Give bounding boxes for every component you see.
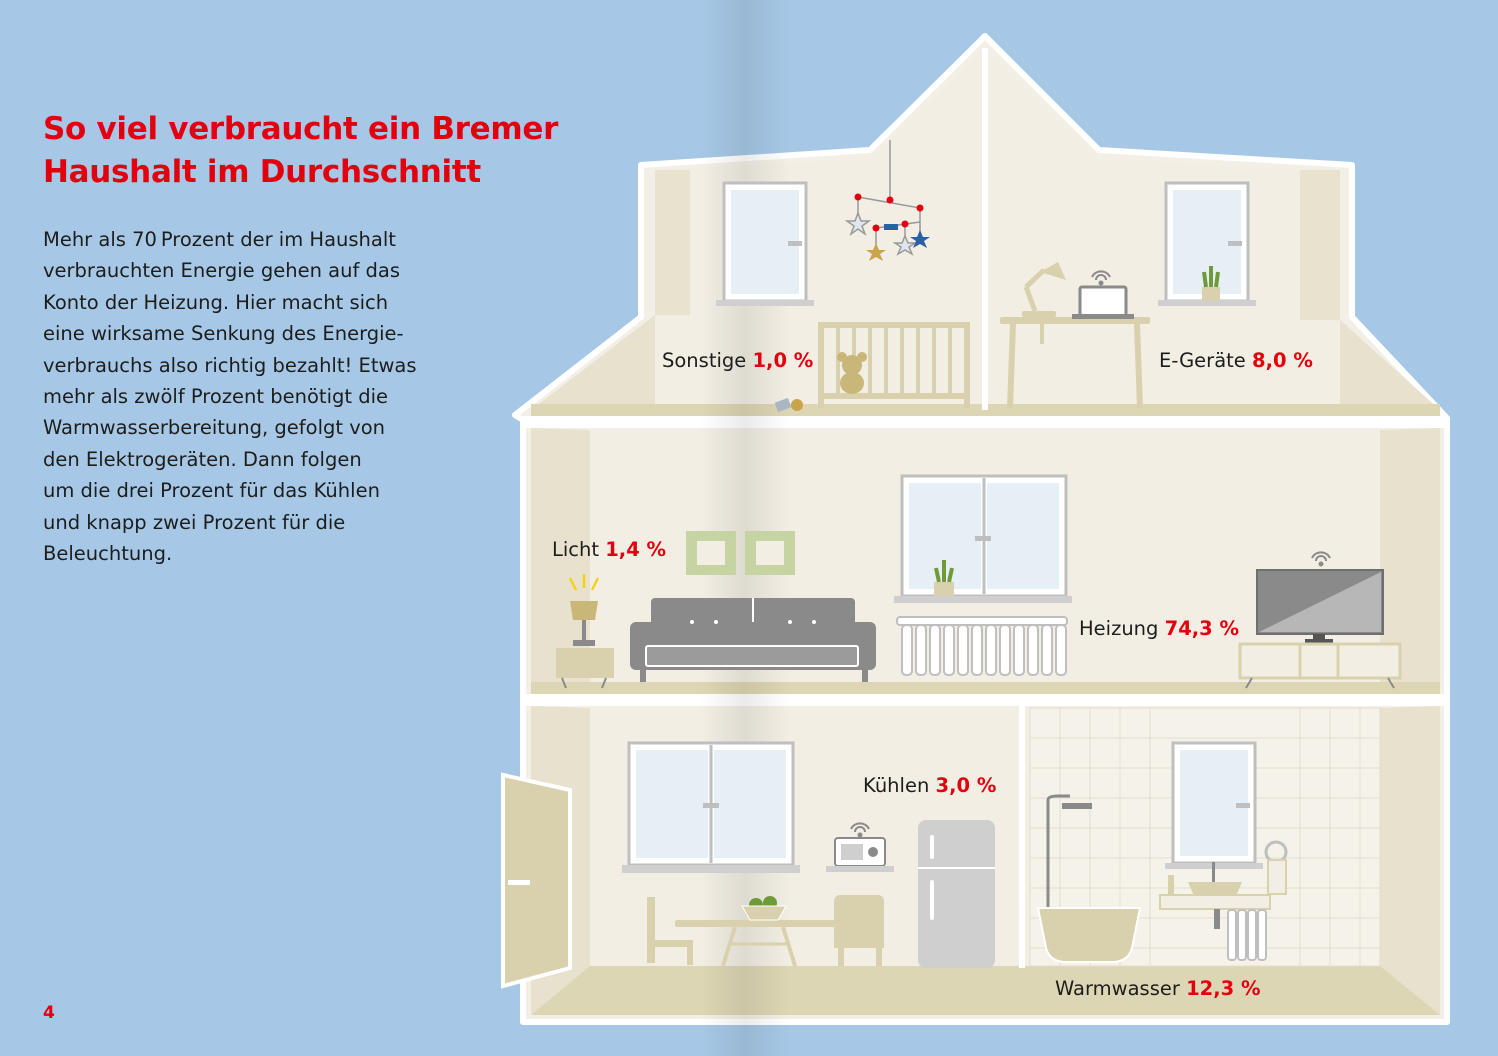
living-room-window: [894, 476, 1072, 603]
label-name: Kühlen: [863, 774, 930, 797]
body-line: den Elektrogeräten. Dann folgen: [43, 447, 362, 471]
sofa-icon: [630, 598, 876, 682]
label-percentage: 3,0 %: [935, 774, 997, 797]
radio-icon: [826, 838, 894, 872]
label-sonstige: [662, 349, 813, 372]
label-name: Warmwasser: [1055, 977, 1180, 1000]
attic-right-slope: [1340, 320, 1440, 410]
label-percentage: 1,4 %: [605, 538, 667, 561]
title-line-2: Haushalt im Durchschnitt: [43, 154, 481, 190]
fridge-icon: [918, 820, 995, 968]
page-number: 4: [43, 1003, 55, 1023]
label-e-geraete: [1159, 349, 1313, 372]
body-line: und knapp zwei Prozent für die: [43, 510, 346, 534]
floor-slab-1: [523, 416, 1447, 428]
title-line-1: So viel verbraucht ein Bremer: [43, 111, 559, 147]
bathroom-window: [1165, 743, 1263, 869]
ground-floor: [531, 966, 1440, 1015]
label-kuehlen: [863, 774, 996, 797]
floor-slab-2: [523, 694, 1447, 706]
label-percentage: 8,0 %: [1252, 349, 1313, 372]
body-line: Warmwasserbereitung, gefolgt von: [43, 416, 386, 440]
body-line: verbrauchs also richtig bezahlt! Etwas: [43, 353, 417, 377]
label-licht: [552, 538, 666, 561]
label-name: Licht: [552, 538, 600, 561]
picture-frame-right: [745, 531, 795, 575]
body-line: um die drei Prozent für das Kühlen: [43, 479, 380, 503]
towel-radiator-icon: [1228, 910, 1266, 960]
label-name: Heizung: [1079, 617, 1159, 640]
body-line: Konto der Heizung. Hier macht sich: [43, 290, 389, 314]
laptop-icon: [1072, 287, 1134, 319]
body-line: eine wirksame Senkung des Energie-: [43, 322, 404, 346]
ground-right-wall: [1380, 706, 1440, 1015]
label-name: Sonstige: [662, 349, 747, 372]
label-warmwasser: [1055, 977, 1261, 1000]
radiator-icon: [897, 617, 1067, 675]
attic-left-side: [655, 170, 690, 315]
kitchen-window: [622, 743, 800, 873]
body-line: verbrauchten Energie gehen auf das: [43, 259, 401, 283]
label-heizung: [1079, 617, 1239, 640]
front-door: [503, 775, 570, 986]
page-fold: [700, 0, 790, 1056]
attic-window-left: [716, 183, 814, 306]
body-line: mehr als zwölf Prozent benötigt die: [43, 385, 389, 409]
tv-icon: [1257, 570, 1383, 643]
picture-frame-left: [686, 531, 736, 575]
label-percentage: 74,3 %: [1164, 617, 1240, 640]
body-line: Beleuchtung.: [43, 542, 173, 566]
attic-right-side: [1300, 170, 1340, 320]
body-line: Mehr als 70 Prozent der im Haushalt: [43, 228, 396, 251]
label-percentage: 12,3 %: [1186, 977, 1261, 1000]
label-name: E-Geräte: [1159, 349, 1246, 372]
middle-floor: [531, 682, 1440, 694]
bathtub-icon: [1038, 908, 1140, 962]
label-percentage: 1,0 %: [752, 349, 814, 372]
